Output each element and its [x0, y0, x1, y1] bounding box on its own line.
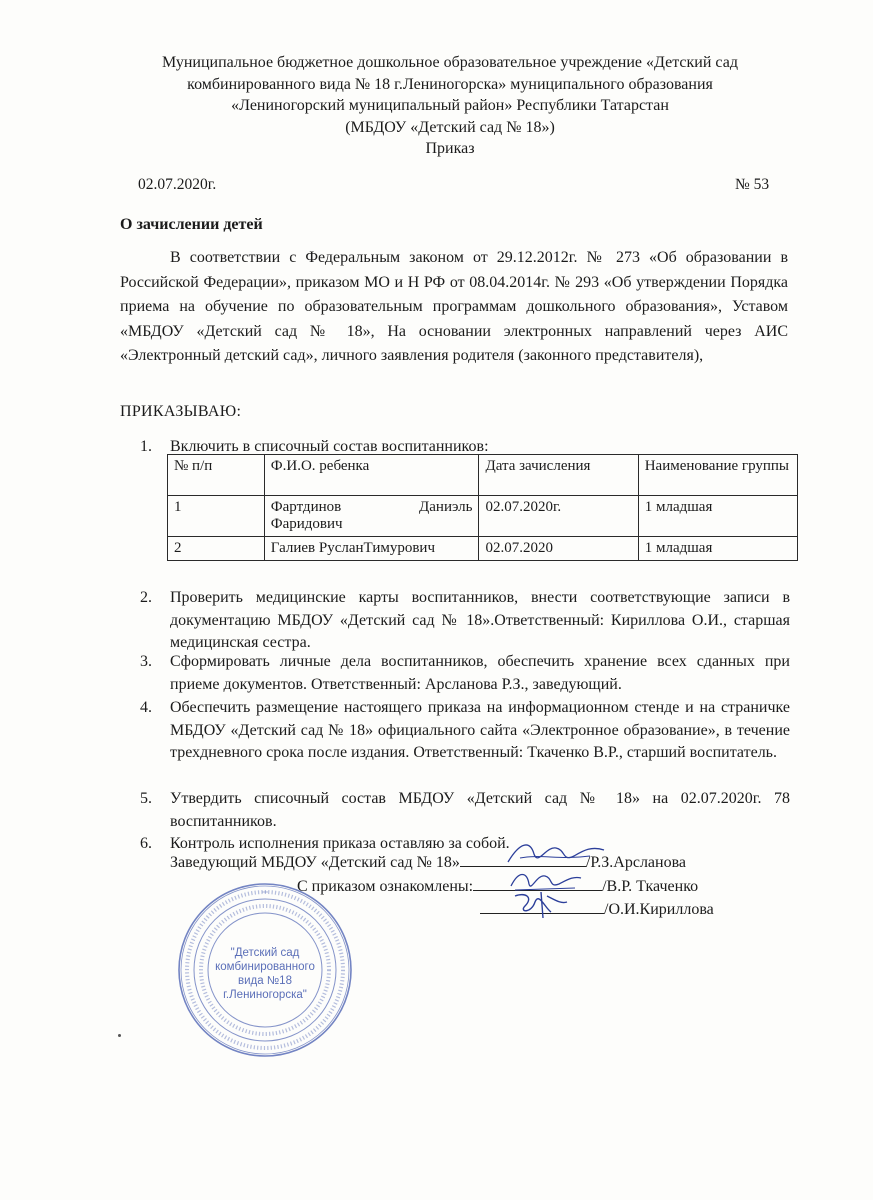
- table-header-cell: Дата зачисления: [479, 455, 638, 496]
- stamp-line-1: "Детский сад: [230, 947, 300, 959]
- head-label: Заведующий МБДОУ «Детский сад № 18»: [170, 854, 460, 871]
- table-row: [168, 496, 798, 537]
- org-name-line-1: Муниципальное бюджетное дошкольное образовательное учреждение «Детский сад: [162, 54, 738, 71]
- item-number: 4.: [140, 699, 152, 716]
- table-cell: Фартдинов Даниэль Фаридович: [264, 496, 479, 537]
- table-cell: Галиев РусланТимурович: [264, 537, 479, 561]
- table-cell: 02.07.2020г.: [479, 496, 638, 537]
- acquainted-line-1: [297, 876, 698, 896]
- table-cell: 1: [168, 496, 265, 537]
- table-cell: 02.07.2020: [479, 537, 638, 561]
- item-number: 1.: [140, 438, 152, 455]
- item-number: 3.: [140, 653, 152, 670]
- acquainted-label: С приказом ознакомлены:: [297, 878, 474, 895]
- person1-name: /В.Р. Ткаченко: [602, 878, 699, 895]
- order-date: 02.07.2020г.: [138, 176, 217, 193]
- scan-speck: [118, 1034, 121, 1037]
- org-name-line-2: комбинированного вида № 18 г.Лениногорска» муниципального образования: [187, 75, 713, 93]
- table-header-cell: Ф.И.О. ребенка: [264, 455, 479, 496]
- item-text: Сформировать личные дела воспитанников, обеспечить хранение всех сданных при приеме документов. Ответственный: Арсланова Р.З., заведующий.: [170, 653, 790, 693]
- organization-stamp: [175, 880, 355, 1060]
- item-text: Включить в списочный состав воспитанников:: [170, 438, 489, 455]
- order-subject: О зачислении детей: [120, 216, 263, 233]
- item-text: Утвердить списочный состав МБДОУ «Детский сад № 18» на 02.07.2020г. 78 воспитанников.: [170, 790, 790, 830]
- org-short-name: (МБДОУ «Детский сад № 18»): [345, 118, 555, 136]
- table-header-cell: Наименование группы: [638, 455, 797, 496]
- table-cell: 1 младшая: [638, 537, 797, 561]
- document-header: [110, 52, 790, 160]
- document-type: Приказ: [425, 140, 475, 157]
- table-cell: 1 младшая: [638, 496, 797, 537]
- item-text: Обеспечить размещение настоящего приказа на информационном стенде и на страничке МБДОУ «Детский сад № 18» официального сайта «Электронное образование», в течение трехдневного срока после издания. Ответственный: Ткаченко В.Р., старший воспитатель.: [170, 699, 790, 761]
- signature-scribble-person2: [505, 888, 575, 920]
- stamp-line-4: г.Лениногорска": [223, 989, 307, 1001]
- item-number: 5.: [140, 790, 152, 807]
- order-command-word: ПРИКАЗЫВАЮ:: [120, 403, 242, 420]
- item-text: Проверить медицинские карты воспитанников, внести соответствующие записи в документацию МБДОУ «Детский сад № 18».Ответственный: Кириллова О.И., старшая медицинская сестра.: [170, 589, 790, 651]
- students-table: [167, 454, 798, 561]
- table-row: [168, 537, 798, 561]
- item-text: Контроль исполнения приказа оставляю за собой.: [170, 835, 510, 852]
- stamp-line-3: вида №18: [238, 975, 292, 987]
- table-cell: 2: [168, 537, 265, 561]
- table-header-row: [168, 455, 798, 496]
- stamp-line-2: комбинированного: [215, 961, 315, 973]
- order-preamble: В соответствии с Федеральным законом от 29.12.2012г. № 273 «Об образовании в Российской Федерации», приказом МО и Н РФ от 08.04.2014г. № 293 «Об утверждении Порядка приема на обучение по образовательным программам дошкольного образования», Уставом «МБДОУ «Детский сад № 18», На основании электронных направлений через АИС «Электронный детский сад», личного заявления родителя (законного представителя),: [120, 249, 788, 364]
- order-number: № 53: [735, 176, 770, 193]
- person2-name: /О.И.Кириллова: [604, 901, 714, 918]
- item-number: 6.: [140, 835, 152, 852]
- item-number: 2.: [140, 589, 152, 606]
- table-header-cell: № п/п: [168, 455, 265, 496]
- org-name-line-3: «Лениногорский муниципальный район» Республики Татарстан: [231, 97, 669, 114]
- head-name: /Р.З.Арсланова: [585, 854, 687, 871]
- signature-scribble-head: [500, 836, 610, 870]
